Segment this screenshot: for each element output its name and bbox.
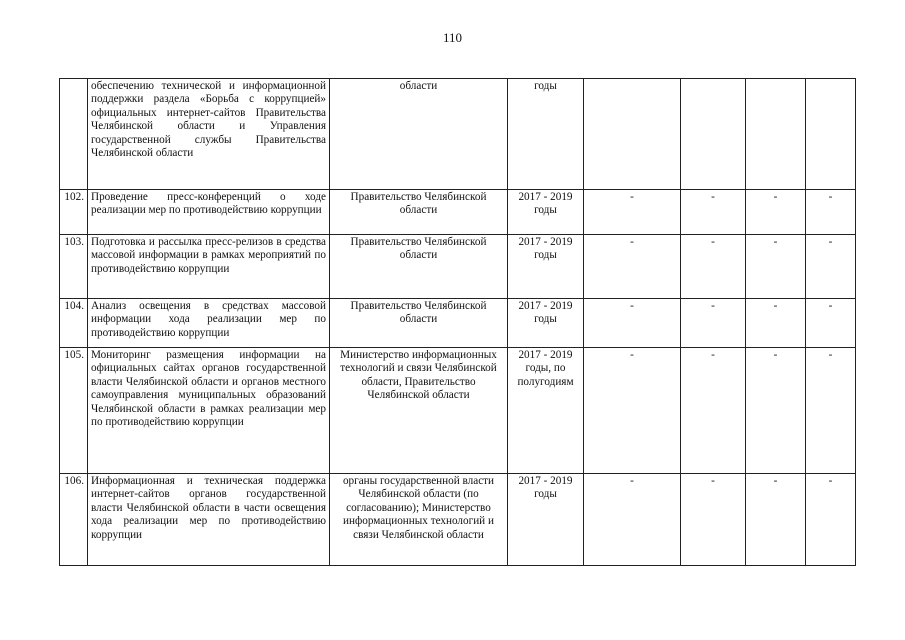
term-cell: 2017 - 2019 годы, по полугодиям [508, 348, 584, 474]
term-cell: 2017 - 2019 годы [508, 474, 584, 566]
funding-cell-2: - [681, 348, 746, 474]
table-row [60, 190, 856, 235]
funding-cell-4 [806, 79, 856, 190]
funding-cell-1: - [584, 474, 681, 566]
term-cell: годы [508, 79, 584, 190]
funding-cell-1: - [584, 235, 681, 299]
funding-cell-3: - [746, 235, 806, 299]
executor-cell: Правительство Челябинской области [330, 190, 508, 235]
row-number: 105. [60, 348, 88, 474]
funding-cell-3: - [746, 190, 806, 235]
executor-cell: Министерство информационных технологий и связи Челябинской области, Правительство Челябинской области [330, 348, 508, 474]
funding-cell-2: - [681, 299, 746, 348]
executor-cell: Правительство Челябинской области [330, 299, 508, 348]
funding-cell-2: - [681, 190, 746, 235]
table-row [60, 474, 856, 566]
funding-cell-2: - [681, 235, 746, 299]
funding-cell-4: - [806, 348, 856, 474]
row-number: 104. [60, 299, 88, 348]
measures-table [59, 78, 856, 566]
page-number: 110 [442, 30, 463, 45]
funding-cell-4: - [806, 190, 856, 235]
executor-cell: органы государственной власти Челябинской области (по согласованию); Министерство информационных технологий и связи Челябинской области [330, 474, 508, 566]
table-row [60, 235, 856, 299]
row-number [60, 79, 88, 190]
measure-description: Подготовка и рассылка пресс-релизов в средства массовой информации в рамках мероприятий по противодействию коррупции [88, 235, 330, 299]
funding-cell-1: - [584, 299, 681, 348]
funding-cell-1 [584, 79, 681, 190]
funding-cell-3: - [746, 474, 806, 566]
table-row [60, 348, 856, 474]
term-cell: 2017 - 2019 годы [508, 299, 584, 348]
executor-cell: Правительство Челябинской области [330, 235, 508, 299]
measure-description: Мониторинг размещения информации на официальных сайтах органов государственной власти Челябинской области и органов местного самоуправления муниципальных образований Челябинской области в рамках реализации мер по противодействию коррупции [88, 348, 330, 474]
row-number: 106. [60, 474, 88, 566]
funding-cell-3: - [746, 348, 806, 474]
funding-cell-4: - [806, 235, 856, 299]
funding-cell-3: - [746, 299, 806, 348]
funding-cell-4: - [806, 299, 856, 348]
table-row [60, 299, 856, 348]
table-row [60, 79, 856, 190]
measure-description: Проведение пресс-конференций о ходе реализации мер по противодействию коррупции [88, 190, 330, 235]
measure-description: Анализ освещения в средствах массовой информации хода реализации мер по противодействию коррупции [88, 299, 330, 348]
term-cell: 2017 - 2019 годы [508, 235, 584, 299]
term-cell: 2017 - 2019 годы [508, 190, 584, 235]
funding-cell-2: - [681, 474, 746, 566]
measure-description: обеспечению технической и информационной поддержки раздела «Борьба с коррупцией» официальных интернет-сайтов Правительства Челябинской области и Управления государственной службы Правительства Челябинской области [88, 79, 330, 190]
funding-cell-1: - [584, 190, 681, 235]
executor-cell: области [330, 79, 508, 190]
funding-cell-1: - [584, 348, 681, 474]
funding-cell-4: - [806, 474, 856, 566]
funding-cell-2 [681, 79, 746, 190]
funding-cell-3 [746, 79, 806, 190]
measure-description: Информационная и техническая поддержка интернет-сайтов органов государственной власти Челябинской области в части освещения хода реализации мер по противодействию коррупции [88, 474, 330, 566]
row-number: 103. [60, 235, 88, 299]
row-number: 102. [60, 190, 88, 235]
